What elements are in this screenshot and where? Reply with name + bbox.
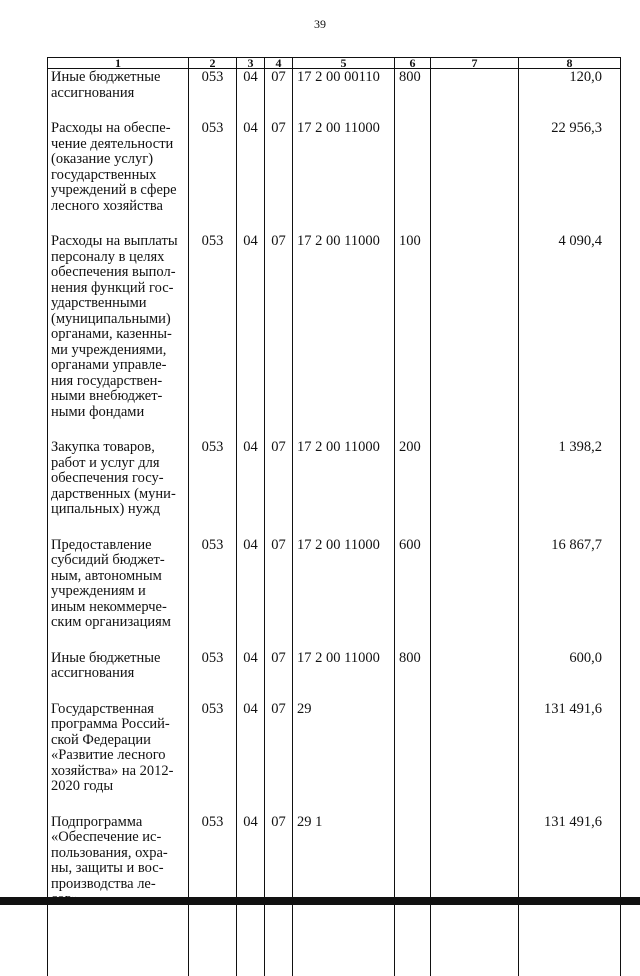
section-code: 04	[237, 234, 265, 440]
ministry-code: 053	[189, 538, 237, 651]
description-line: ны, защиты и вос-	[51, 860, 164, 876]
subsection-code: 07	[265, 440, 293, 538]
description-line: ципальных) нужд	[51, 501, 161, 517]
ministry-code: 053	[189, 121, 237, 234]
empty-cell	[293, 928, 395, 976]
header-col-8: 8	[519, 58, 621, 69]
description-line: работ и услуг для	[51, 454, 160, 471]
description-line: ским организациям	[51, 614, 171, 630]
description-line: Подпрограмма	[51, 813, 143, 830]
column-7-value	[431, 651, 519, 702]
column-7-value	[431, 815, 519, 928]
table-row	[48, 121, 621, 234]
description-line: 2020 годы	[51, 778, 114, 794]
expense-type-code: 800	[395, 69, 431, 122]
expense-type-code: 100	[395, 234, 431, 440]
target-article-code: 17 2 00 11000	[293, 234, 395, 440]
row-description	[48, 440, 189, 538]
header-col-2: 2	[189, 58, 237, 69]
description-line: учреждениям и	[51, 583, 146, 599]
subsection-code: 07	[265, 69, 293, 122]
empty-cell	[48, 928, 189, 976]
header-col-5: 5	[293, 58, 395, 69]
expense-type-code	[395, 121, 431, 234]
header-col-3: 3	[237, 58, 265, 69]
description-line: ния государствен-	[51, 372, 163, 389]
column-7-value	[431, 69, 519, 122]
description-line: ми учреждениями,	[51, 341, 167, 358]
description-line: государственных	[51, 166, 157, 183]
header-col-4: 4	[265, 58, 293, 69]
column-7-value	[431, 702, 519, 815]
page-number: 39	[314, 17, 326, 31]
amount: 131 491,6	[519, 702, 621, 815]
subsection-code: 07	[265, 815, 293, 928]
header-col-6: 6	[395, 58, 431, 69]
description-line: обеспечения выпол-	[51, 264, 176, 280]
description-line: Расходы на обеспе-	[51, 120, 171, 136]
table-filler-row	[48, 928, 621, 976]
table-body	[48, 69, 621, 976]
description-line: Закупка товаров,	[51, 439, 155, 455]
description-line: Иные бюджетные	[51, 69, 161, 85]
section-code: 04	[237, 702, 265, 815]
table-row	[48, 234, 621, 440]
row-description	[48, 538, 189, 651]
ministry-code: 053	[189, 651, 237, 702]
subsection-code: 07	[265, 121, 293, 234]
subsection-code: 07	[265, 651, 293, 702]
description-line: ударственными	[51, 295, 147, 311]
description-line: иным некоммерче-	[51, 598, 167, 615]
table-row	[48, 702, 621, 815]
description-line: «Развитие лесного	[51, 747, 166, 763]
target-article-code: 17 2 00 11000	[293, 538, 395, 651]
budget-table-container	[47, 56, 620, 892]
expense-type-code: 800	[395, 651, 431, 702]
row-description	[48, 815, 189, 928]
description-line: ными фондами	[51, 403, 145, 420]
subsection-code: 07	[265, 538, 293, 651]
description-line: ным, автономным	[51, 567, 162, 584]
description-line: органами, казенны-	[51, 326, 172, 342]
amount: 1 398,2	[519, 440, 621, 538]
ministry-code: 053	[189, 234, 237, 440]
description-line: Предоставление	[51, 536, 152, 553]
expense-type-code: 600	[395, 538, 431, 651]
row-description	[48, 702, 189, 815]
table-row	[48, 815, 621, 928]
row-description	[48, 651, 189, 702]
amount: 4 090,4	[519, 234, 621, 440]
table-row	[48, 440, 621, 538]
description-line: Государственная	[51, 700, 154, 717]
description-line: субсидий бюджет-	[51, 552, 165, 568]
ministry-code: 053	[189, 815, 237, 928]
table-row	[48, 538, 621, 651]
subsection-code: 07	[265, 702, 293, 815]
header-row	[48, 58, 621, 69]
description-line: ской Федерации	[51, 731, 151, 748]
expense-type-code	[395, 815, 431, 928]
scan-bottom-edge	[0, 897, 640, 905]
amount: 22 956,3	[519, 121, 621, 234]
table-row	[48, 69, 621, 122]
target-article-code: 17 2 00 00110	[293, 69, 395, 122]
ministry-code: 053	[189, 702, 237, 815]
row-description	[48, 121, 189, 234]
description-line: учреждений в сфере	[51, 182, 177, 198]
empty-cell	[237, 928, 265, 976]
description-line: органами управле-	[51, 357, 167, 373]
amount: 120,0	[519, 69, 621, 122]
section-code: 04	[237, 121, 265, 234]
column-7-value	[431, 440, 519, 538]
description-line: Иные бюджетные	[51, 649, 161, 666]
description-line: дарственных (муни-	[51, 485, 176, 502]
section-code: 04	[237, 815, 265, 928]
row-description	[48, 234, 189, 440]
column-7-value	[431, 538, 519, 651]
empty-cell	[431, 928, 519, 976]
target-article-code: 17 2 00 11000	[293, 651, 395, 702]
description-line: Расходы на выплаты	[51, 233, 178, 249]
description-line: лесного хозяйства	[51, 197, 163, 214]
description-line: обеспечения госу-	[51, 470, 164, 486]
description-line: чение деятельности	[51, 135, 174, 152]
description-line: ассигнования	[51, 84, 135, 101]
section-code: 04	[237, 440, 265, 538]
empty-cell	[189, 928, 237, 976]
expense-type-code	[395, 702, 431, 815]
target-article-code: 17 2 00 11000	[293, 440, 395, 538]
section-code: 04	[237, 651, 265, 702]
amount: 16 867,7	[519, 538, 621, 651]
description-line: пользования, охра-	[51, 844, 168, 861]
empty-cell	[265, 928, 293, 976]
subsection-code: 07	[265, 234, 293, 440]
amount: 600,0	[519, 651, 621, 702]
header-col-1: 1	[48, 58, 189, 69]
section-code: 04	[237, 69, 265, 122]
table-row	[48, 651, 621, 702]
description-line: (муниципальными)	[51, 310, 171, 327]
description-line: хозяйства» на 2012-	[51, 762, 174, 779]
section-code: 04	[237, 538, 265, 651]
header-col-7: 7	[431, 58, 519, 69]
description-line: нения функций гос-	[51, 279, 174, 296]
column-7-value	[431, 234, 519, 440]
description-line: (оказание услуг)	[51, 151, 154, 167]
description-line: программа Россий-	[51, 716, 170, 732]
empty-cell	[519, 928, 621, 976]
description-line: «Обеспечение ис-	[51, 829, 162, 845]
column-7-value	[431, 121, 519, 234]
empty-cell	[395, 928, 431, 976]
target-article-code: 17 2 00 11000	[293, 121, 395, 234]
description-line: персоналу в целях	[51, 248, 165, 265]
ministry-code: 053	[189, 69, 237, 122]
ministry-code: 053	[189, 440, 237, 538]
expense-type-code: 200	[395, 440, 431, 538]
description-line: производства ле-	[51, 875, 156, 892]
budget-table	[47, 57, 621, 976]
description-line: ассигнования	[51, 665, 135, 681]
target-article-code: 29 1	[293, 815, 395, 928]
target-article-code: 29	[293, 702, 395, 815]
row-description	[48, 69, 189, 122]
amount: 131 491,6	[519, 815, 621, 928]
description-line: ными внебюджет-	[51, 388, 163, 404]
